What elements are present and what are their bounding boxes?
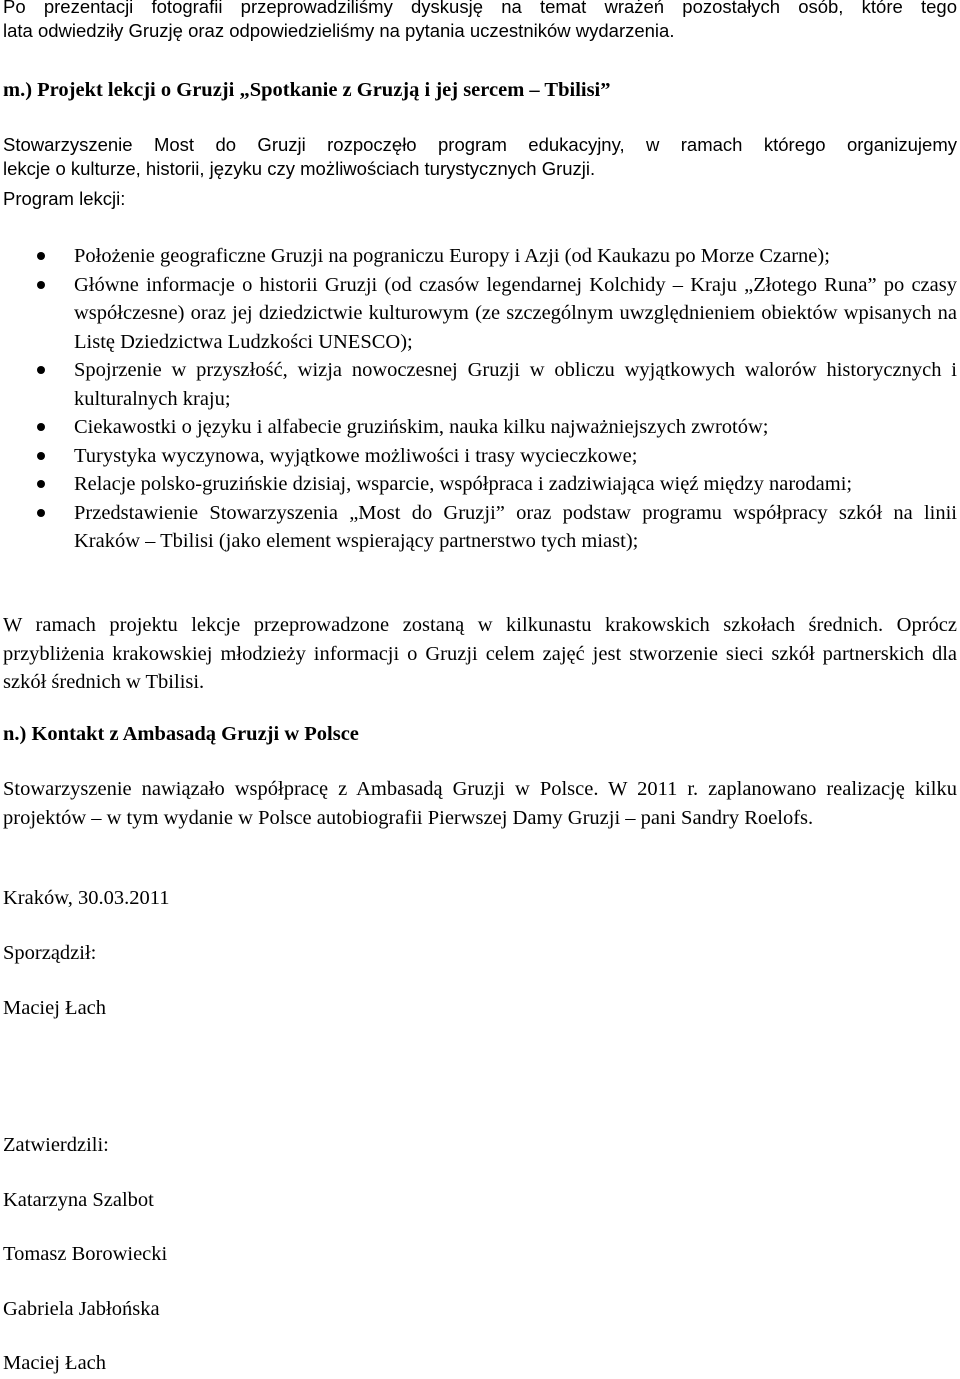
list-item: Turystyka wyczynowa, wyjątkowe możliwości i trasy wycieczkowe;: [3, 442, 957, 471]
approver-name: Gabriela Jabłońska: [3, 1298, 160, 1320]
intro-line-2: lata odwiedziły Gruzję oraz odpowiedzieliśmy na pytania uczestników wydarzenia.: [3, 20, 675, 41]
list-item: Spojrzenie w przyszłość, wizja nowoczesnej Gruzji w obliczu wyjątkowych walorów historycznych i kulturalnych kraju;: [3, 356, 957, 413]
list-item: Ciekawostki o języku i alfabecie gruzińskim, nauka kilku najważniejszych zwrotów;: [3, 413, 957, 442]
list-item: Położenie geograficzne Gruzji na pograniczu Europy i Azji (od Kaukazu po Morze Czarne);: [3, 242, 957, 271]
section-m-heading: m.) Projekt lekcji o Gruzji „Spotkanie z Gruzją i jej sercem – Tbilisi”: [3, 79, 611, 101]
intro-paragraph: [3, 0, 957, 43]
section-m-paragraph-line-2: lekcje o kulturze, historii, języku czy możliwościach turystycznych Gruzji.: [3, 158, 596, 179]
approver-name: Katarzyna Szalbot: [3, 1189, 154, 1211]
section-n-paragraph: Stowarzyszenie nawiązało współpracę z Ambasadą Gruzji w Polsce. W 2011 r. zaplanowano realizację kilku projektów – w tym wydanie w Polsce autobiografii Pierwszej Damy Gruzji – pani Sandry Roelofs.: [3, 778, 957, 829]
place-date: Kraków, 30.03.2011: [3, 887, 170, 909]
prepared-label: Sporządził:: [3, 942, 97, 964]
prepared-by: Maciej Łach: [3, 997, 107, 1019]
approved-label: Zatwierdzili:: [3, 1134, 109, 1156]
program-list: [3, 242, 957, 556]
section-n-heading: n.) Kontakt z Ambasadą Gruzji w Polsce: [3, 723, 359, 745]
program-label: Program lekcji:: [3, 188, 126, 209]
list-item: Relacje polsko-gruzińskie dzisiaj, wsparcie, współpraca i zadziwiająca więź między narodami;: [3, 470, 957, 499]
approver-name: Maciej Łach: [3, 1352, 107, 1374]
closing-paragraph: W ramach projektu lekcje przeprowadzone zostaną w kilkunastu krakowskich szkołach średnich. Oprócz przybliżenia krakowskiej młodzieży informacji o Gruzji celem zajęć jest stworzenie sieci szkół partnerskich dla szkół średnich w Tbilisi.: [3, 614, 957, 693]
approver-name: Tomasz Borowiecki: [3, 1243, 168, 1265]
list-item: Główne informacje o historii Gruzji (od czasów legendarnej Kolchidy – Kraju „Złotego Runa” po czasy współczesne) oraz jej dziedzictwie kulturowym (ze szczególnym uwzględnieniem obiektów wpisanych na Listę Dziedzictwa Ludzkości UNESCO);: [3, 271, 957, 357]
intro-line-1: Po prezentacji fotografii przeprowadziliśmy dyskusję na temat wrażeń pozostałych osób, które tego: [3, 0, 957, 17]
section-m-paragraph: [3, 133, 957, 181]
list-item: Przedstawienie Stowarzyszenia „Most do Gruzji” oraz podstaw programu współpracy szkół na linii Kraków – Tbilisi (jako element wspierający partnerstwo tych miast);: [3, 499, 957, 556]
section-m-paragraph-line-1: Stowarzyszenie Most do Gruzji rozpoczęło program edukacyjny, w ramach którego organizujemy: [3, 134, 957, 155]
